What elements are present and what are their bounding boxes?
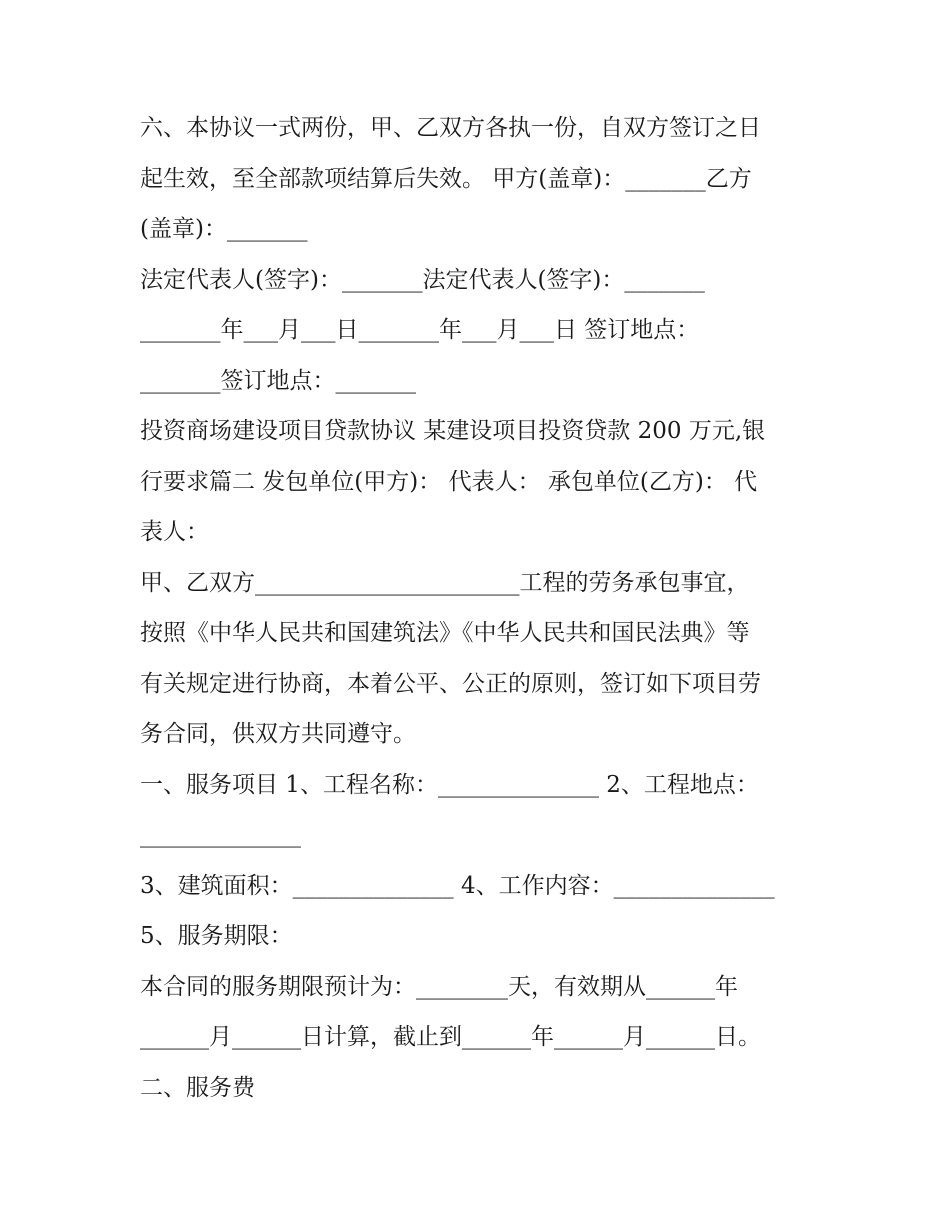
text-line: 本合同的服务期限预计为：________天，有效期从______年 [140, 973, 738, 1000]
text-line: 按照《中华人民共和国建筑法》《中华人民共和国民法典》等 [140, 620, 750, 646]
text-line: 5、服务期限： [140, 923, 293, 949]
text-line: 六、本协议一式两份，甲、乙双方各执一份，自双方签订之日 [140, 115, 761, 141]
text-line: _______签订地点：_______ [140, 367, 416, 394]
text-line: 甲、乙双方_______________________工程的劳务承包事宜， [140, 569, 750, 596]
text-line: 行要求篇二 发包单位(甲方)： 代表人： 承包单位(乙方)： 代 [140, 468, 758, 495]
text-line: 3、建筑面积：______________ 4、工作内容：______________ [140, 872, 775, 899]
text-line: 表人： [140, 519, 209, 545]
text-line: ______月______日计算，截止到______年______月______日。 [140, 1024, 761, 1050]
text-line: _______年___月___日_______年___月___日 签订地点： [140, 317, 700, 343]
document-body [140, 103, 820, 1113]
text-line: 二、服务费 [140, 1074, 255, 1101]
text-line: 法定代表人(签字)：_______法定代表人(签字)：_______ [140, 266, 705, 293]
text-line: (盖章)：_______ [140, 216, 308, 242]
text-line: 有关规定进行协商，本着公平、公正的原则，签订如下项目劳 [140, 670, 761, 697]
text-line: 一、服务项目 1、工程名称：______________ 2、工程地点： [140, 771, 759, 798]
text-line: 投资商场建设项目贷款协议 某建设项目投资贷款 200 万元,银 [140, 418, 766, 444]
text-line: 起生效，至全部款项结算后失效。 甲方(盖章)：_______乙方 [140, 165, 752, 192]
text-line: 务合同，供双方共同遵守。 [140, 721, 416, 747]
text-line: ______________ [140, 822, 301, 848]
